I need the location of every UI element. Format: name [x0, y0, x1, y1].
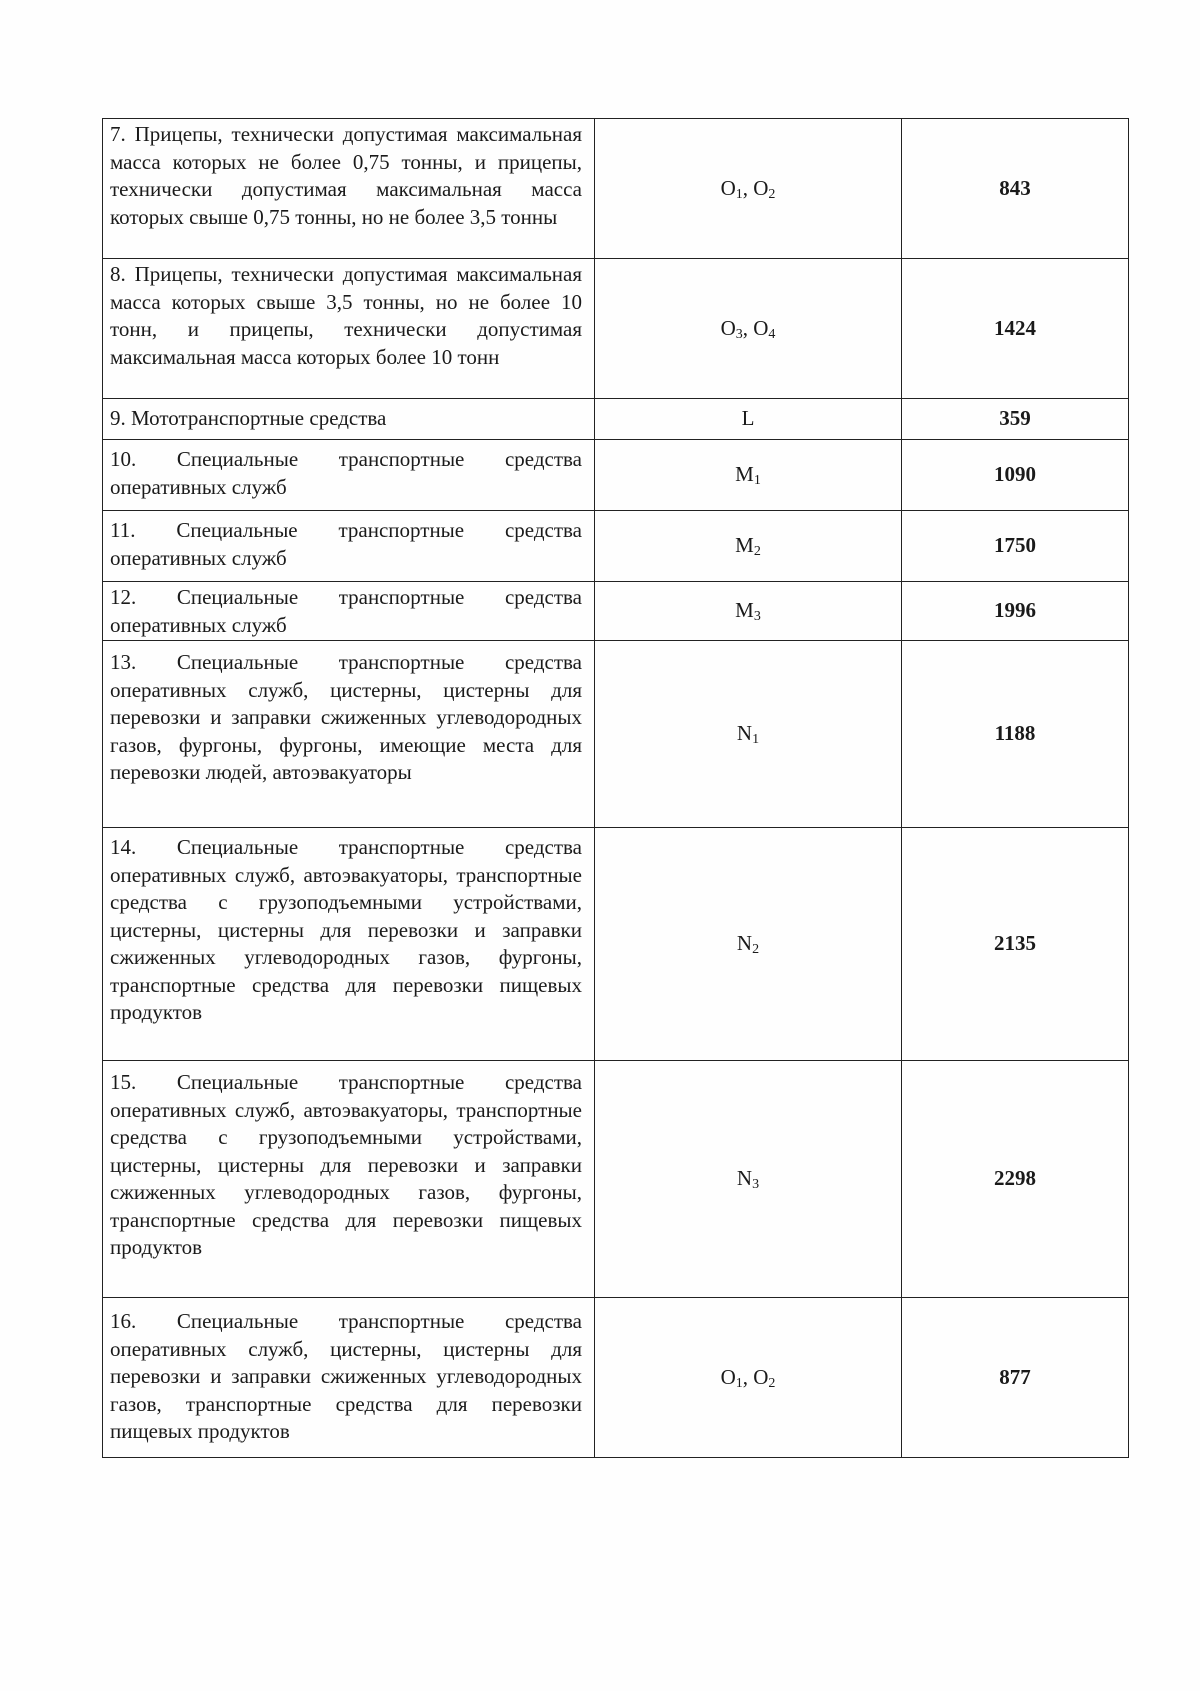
vehicle-description: 9. Мототранспортные средства	[103, 399, 595, 440]
tariff-value: 1188	[902, 641, 1129, 828]
table-row	[103, 1061, 1129, 1298]
table-row	[103, 641, 1129, 828]
category-code	[737, 720, 759, 748]
category-letter: O	[753, 315, 769, 340]
category-letter: O	[753, 1364, 769, 1389]
tariff-value: 359	[902, 399, 1129, 440]
category-code: $O_1$, $O_2$	[720, 1364, 776, 1391]
tariff-value: 877	[902, 1298, 1129, 1458]
category-index: 3	[735, 326, 743, 342]
table-row	[103, 119, 1129, 259]
table-row	[103, 259, 1129, 399]
category-index: 2	[752, 942, 760, 958]
category-letter: O	[720, 1364, 736, 1389]
category-code: $O_1$, $O_2$	[720, 175, 776, 202]
vehicle-description: 16. Специальные транспортные средства оперативных служб, цистерны, цистерны для перевозки и заправки сжиженных углеводородных газов, транспортные средства для перевозки пищевых продуктов	[103, 1298, 595, 1458]
category-letter: M	[735, 462, 754, 487]
tariff-table	[102, 118, 1129, 1458]
tariff-value: 1424	[902, 259, 1129, 399]
vehicle-category	[595, 119, 902, 259]
category-code	[737, 930, 759, 958]
category-letter: M	[735, 598, 754, 623]
table-row	[103, 511, 1129, 582]
table-row	[103, 1298, 1129, 1458]
vehicle-description: 10. Специальные транспортные средства оперативных служб	[103, 440, 595, 511]
tariff-value: 1996	[902, 582, 1129, 641]
category-code	[735, 597, 761, 625]
category-index: 2	[768, 1375, 776, 1391]
table-row	[103, 828, 1129, 1061]
category-index: 1	[735, 186, 743, 202]
vehicle-category	[595, 440, 902, 511]
category-letter: O	[753, 175, 769, 200]
vehicle-category	[595, 1061, 902, 1298]
category-letter: L	[741, 406, 755, 431]
category-letter: O	[720, 175, 736, 200]
vehicle-category	[595, 1298, 902, 1458]
category-letter: O	[720, 315, 736, 340]
vehicle-category	[595, 641, 902, 828]
category-index: 1	[735, 1375, 743, 1391]
table-row	[103, 582, 1129, 641]
vehicle-category	[595, 399, 902, 440]
vehicle-description: 14. Специальные транспортные средства оперативных служб, автоэвакуаторы, транспортные средства с грузоподъемными устройствами, цистерны, цистерны для перевозки и заправки сжиженных углеводородных газов, фургоны, транспортные средства для перевозки пищевых продуктов	[103, 828, 595, 1061]
vehicle-category	[595, 828, 902, 1061]
tariff-value: 2135	[902, 828, 1129, 1061]
category-index: 1	[753, 473, 761, 489]
vehicle-description: 15. Специальные транспортные средства оперативных служб, автоэвакуаторы, транспортные средства с грузоподъемными устройствами, цистерны, цистерны для перевозки и заправки сжиженных углеводородных газов, фургоны, транспортные средства для перевозки пищевых продуктов	[103, 1061, 595, 1298]
category-letter: N	[736, 721, 753, 746]
table-row	[103, 440, 1129, 511]
category-index: 2	[768, 186, 776, 202]
category-code	[742, 405, 755, 433]
category-index: 1	[752, 732, 760, 748]
vehicle-category	[595, 259, 902, 399]
vehicle-description: 12. Специальные транспортные средства оперативных служб	[103, 582, 595, 641]
category-code: $O_3$, $O_4$	[720, 315, 776, 342]
category-letter: N	[736, 931, 753, 956]
category-index: 3	[752, 1177, 760, 1193]
tariff-table-body	[103, 119, 1129, 1458]
vehicle-description: 13. Специальные транспортные средства оперативных служб, цистерны, цистерны для перевозки и заправки сжиженных углеводородных газов, фургоны, фургоны, имеющие места для перевозки людей, автоэвакуаторы	[103, 641, 595, 828]
category-code	[735, 461, 761, 489]
category-code	[735, 532, 761, 560]
category-code	[737, 1165, 759, 1193]
tariff-value: 1090	[902, 440, 1129, 511]
tariff-value: 1750	[902, 511, 1129, 582]
vehicle-description: 11. Специальные транспортные средства оперативных служб	[103, 511, 595, 582]
category-letter: N	[736, 1166, 753, 1191]
vehicle-category	[595, 582, 902, 641]
category-index: 2	[753, 544, 761, 560]
vehicle-description: 8. Прицепы, технически допустимая максимальная масса которых свыше 3,5 тонны, но не более 10 тонн, и прицепы, технически допустимая максимальная масса которых более 10 тонн	[103, 259, 595, 399]
category-index: 4	[768, 326, 776, 342]
vehicle-category	[595, 511, 902, 582]
tariff-value: 843	[902, 119, 1129, 259]
table-row	[103, 399, 1129, 440]
tariff-value: 2298	[902, 1061, 1129, 1298]
category-letter: M	[735, 533, 754, 558]
vehicle-description: 7. Прицепы, технически допустимая максимальная масса которых не более 0,75 тонны, и прицепы, технически допустимая максимальная масса которых свыше 0,75 тонны, но не более 3,5 тонны	[103, 119, 595, 259]
category-index: 3	[753, 609, 761, 625]
